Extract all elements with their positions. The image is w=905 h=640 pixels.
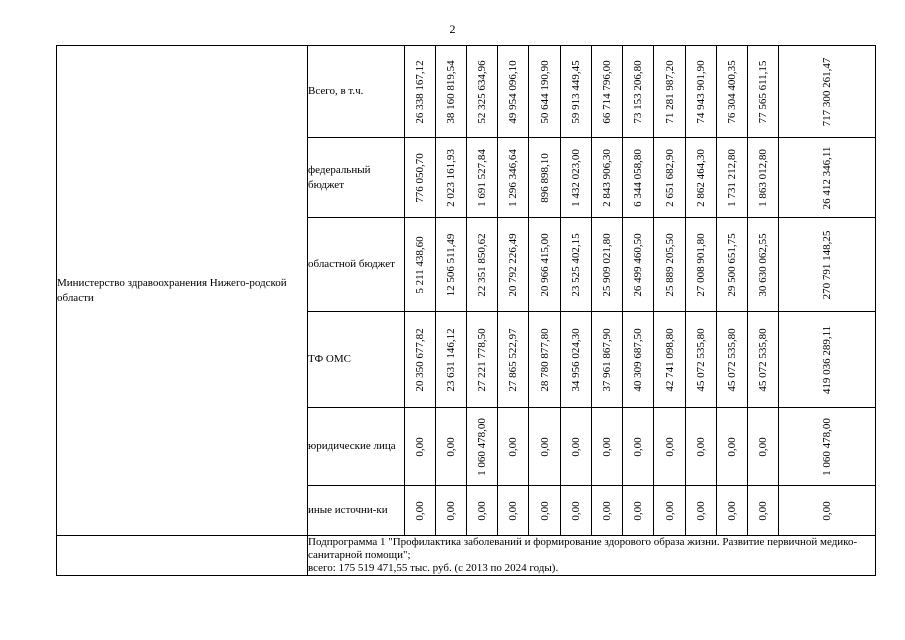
year-value-cell	[623, 408, 654, 486]
cell-value: 20 966 415,00	[538, 232, 551, 297]
year-value-cell	[405, 312, 436, 408]
cell-value: 2 843 906,30	[601, 148, 613, 207]
cell-value: 50 644 190,90	[538, 59, 551, 124]
cell-value: 45 072 535,80	[726, 327, 738, 392]
year-value-cell	[436, 46, 467, 138]
cell-value: 0,00	[414, 500, 426, 521]
year-value-cell	[561, 486, 592, 536]
cell-value: 45 072 535,80	[695, 327, 707, 392]
year-value-cell	[592, 46, 623, 138]
cell-value: 1 691 527,84	[476, 148, 488, 207]
year-value-cell	[436, 138, 467, 218]
total-cell	[779, 486, 876, 536]
cell-value: 0,00	[538, 500, 551, 521]
cell-value: 73 153 206,80	[632, 59, 644, 124]
year-value-cell	[498, 218, 529, 312]
total-cell	[779, 218, 876, 312]
year-value-cell	[592, 218, 623, 312]
subprogram-total: всего: 175 519 471,55 тыс. руб. (с 2013 по 2024 годы).	[308, 562, 559, 574]
year-value-cell	[467, 218, 498, 312]
year-value-cell	[623, 46, 654, 138]
cell-value: 52 325 634,96	[476, 59, 488, 124]
cell-value: 20 792 226,49	[507, 232, 519, 297]
cell-value: 0,00	[726, 500, 738, 521]
year-value-cell	[717, 312, 748, 408]
cell-value: 0,00	[414, 436, 426, 457]
cell-value: 0,00	[601, 436, 613, 457]
year-value-cell	[592, 312, 623, 408]
cell-value: 26 338 167,12	[414, 59, 426, 124]
year-value-cell	[748, 312, 779, 408]
year-value-cell	[529, 408, 561, 486]
cell-value: 0,00	[726, 436, 738, 457]
total-cell	[779, 408, 876, 486]
year-value-cell	[405, 46, 436, 138]
year-value-cell	[654, 408, 686, 486]
year-value-cell	[592, 138, 623, 218]
year-value-cell	[561, 408, 592, 486]
year-value-cell	[748, 46, 779, 138]
cell-value: 270 791 148,25	[821, 230, 833, 299]
cell-value: 40 309 687,50	[632, 327, 644, 392]
year-value-cell	[654, 218, 686, 312]
year-value-cell	[748, 218, 779, 312]
cell-value: 1 060 478,00	[821, 417, 833, 476]
year-value-cell	[654, 312, 686, 408]
cell-value: 0,00	[476, 500, 488, 521]
year-value-cell	[654, 138, 686, 218]
cell-value: 0,00	[570, 436, 582, 457]
year-value-cell	[623, 138, 654, 218]
year-value-cell	[686, 138, 717, 218]
cell-value: 419 036 289,11	[821, 325, 833, 394]
subprogram-title: Подпрограмма 1 "Профилактика заболеваний и формирование здорового образа жизни. Развитие первичной медико-санитарной помощи";	[308, 536, 858, 561]
footer-empty-cell	[57, 536, 308, 576]
cell-value: 1 731 212,80	[726, 148, 738, 207]
cell-value: 0,00	[663, 436, 676, 457]
year-value-cell	[529, 312, 561, 408]
year-value-cell	[405, 408, 436, 486]
footer-row	[57, 536, 876, 576]
year-value-cell	[436, 486, 467, 536]
year-value-cell	[467, 408, 498, 486]
year-value-cell	[623, 312, 654, 408]
cell-value: 1 863 012,80	[757, 148, 769, 207]
year-value-cell	[561, 312, 592, 408]
cell-value: 0,00	[538, 436, 551, 457]
cell-value: 6 344 058,80	[632, 148, 644, 207]
year-value-cell	[498, 46, 529, 138]
cell-value: 27 865 522,97	[507, 327, 519, 392]
cell-value: 776 050,70	[414, 152, 426, 203]
cell-value: 25 889 205,50	[663, 232, 676, 297]
organization-name: Министерство здравоохранения Нижего-родской области	[57, 46, 308, 536]
year-value-cell	[467, 138, 498, 218]
year-value-cell	[529, 46, 561, 138]
cell-value: 45 072 535,80	[757, 327, 769, 392]
table-row	[57, 46, 876, 138]
year-value-cell	[592, 408, 623, 486]
cell-value: 0,00	[632, 500, 644, 521]
page-number: 2	[449, 22, 456, 36]
cell-value: 0,00	[570, 500, 582, 521]
year-value-cell	[436, 218, 467, 312]
year-value-cell	[498, 408, 529, 486]
funding-source-label: юридические лица	[308, 408, 405, 486]
cell-value: 27 221 778,50	[476, 327, 488, 392]
year-value-cell	[529, 486, 561, 536]
cell-value: 25 909 021,80	[601, 232, 613, 297]
cell-value: 2 862 464,30	[695, 148, 707, 207]
cell-value: 1 060 478,00	[476, 417, 488, 476]
year-value-cell	[529, 138, 561, 218]
cell-value: 12 506 511,49	[445, 233, 457, 296]
year-value-cell	[436, 312, 467, 408]
cell-value: 0,00	[695, 500, 707, 521]
funding-source-label: Всего, в т.ч.	[308, 46, 405, 138]
cell-value: 26 412 346,11	[821, 146, 833, 209]
cell-value: 5 211 438,60	[414, 235, 426, 294]
year-value-cell	[405, 486, 436, 536]
cell-value: 74 943 901,90	[695, 59, 707, 124]
cell-value: 1 432 023,00	[570, 148, 582, 207]
year-value-cell	[498, 486, 529, 536]
year-value-cell	[717, 46, 748, 138]
year-value-cell	[748, 138, 779, 218]
subprogram-footer	[308, 536, 876, 576]
year-value-cell	[686, 312, 717, 408]
cell-value: 0,00	[632, 436, 644, 457]
cell-value: 0,00	[695, 436, 707, 457]
year-value-cell	[686, 486, 717, 536]
cell-value: 0,00	[757, 436, 769, 457]
funding-source-label: областной бюджет	[308, 218, 405, 312]
cell-value: 0,00	[601, 500, 613, 521]
year-value-cell	[561, 46, 592, 138]
year-value-cell	[436, 408, 467, 486]
total-cell	[779, 138, 876, 218]
cell-value: 0,00	[663, 500, 676, 521]
cell-value: 0,00	[507, 436, 519, 457]
year-value-cell	[498, 312, 529, 408]
year-value-cell	[717, 486, 748, 536]
funding-source-label: ТФ ОМС	[308, 312, 405, 408]
year-value-cell	[405, 218, 436, 312]
year-value-cell	[717, 218, 748, 312]
year-value-cell	[561, 218, 592, 312]
total-cell	[779, 312, 876, 408]
cell-value: 42 741 098,80	[663, 327, 676, 392]
year-value-cell	[623, 486, 654, 536]
cell-value: 28 780 877,80	[538, 327, 551, 392]
cell-value: 38 160 819,54	[445, 59, 457, 124]
budget-table	[56, 45, 876, 576]
year-value-cell	[405, 138, 436, 218]
cell-value: 77 565 611,15	[757, 60, 769, 123]
cell-value: 0,00	[445, 436, 457, 457]
funding-source-label: иные источни-ки	[308, 486, 405, 536]
cell-value: 76 304 400,35	[726, 59, 738, 124]
cell-value: 0,00	[757, 500, 769, 521]
total-cell	[779, 46, 876, 138]
year-value-cell	[467, 312, 498, 408]
year-value-cell	[717, 138, 748, 218]
year-value-cell	[467, 486, 498, 536]
year-value-cell	[748, 486, 779, 536]
cell-value: 23 631 146,12	[445, 327, 457, 392]
cell-value: 0,00	[821, 500, 833, 521]
cell-value: 20 350 677,82	[414, 327, 426, 392]
cell-value: 27 008 901,80	[695, 232, 707, 297]
year-value-cell	[717, 408, 748, 486]
cell-value: 59 913 449,45	[570, 59, 582, 124]
cell-value: 0,00	[445, 500, 457, 521]
year-value-cell	[467, 46, 498, 138]
year-value-cell	[592, 486, 623, 536]
year-value-cell	[561, 138, 592, 218]
year-value-cell	[686, 408, 717, 486]
cell-value: 71 281 987,20	[663, 59, 676, 124]
cell-value: 30 630 062,55	[757, 232, 769, 297]
cell-value: 49 954 096,10	[507, 59, 519, 124]
year-value-cell	[529, 218, 561, 312]
cell-value: 66 714 796,00	[601, 59, 613, 124]
cell-value: 34 956 024,30	[570, 327, 582, 392]
year-value-cell	[498, 138, 529, 218]
cell-value: 896 898,10	[538, 152, 551, 203]
cell-value: 26 499 460,50	[632, 232, 644, 297]
cell-value: 2 651 682,90	[663, 148, 676, 207]
cell-value: 37 961 867,90	[601, 327, 613, 392]
year-value-cell	[654, 486, 686, 536]
cell-value: 717 300 261,47	[821, 57, 833, 126]
cell-value: 22 351 850,62	[476, 232, 488, 297]
cell-value: 0,00	[507, 500, 519, 521]
year-value-cell	[686, 46, 717, 138]
year-value-cell	[748, 408, 779, 486]
cell-value: 2 023 161,93	[445, 148, 457, 207]
year-value-cell	[686, 218, 717, 312]
cell-value: 1 296 346,64	[507, 148, 519, 207]
year-value-cell	[654, 46, 686, 138]
cell-value: 23 525 402,15	[570, 232, 582, 297]
year-value-cell	[623, 218, 654, 312]
funding-source-label: федеральный бюджет	[308, 138, 405, 218]
cell-value: 29 500 651,75	[726, 232, 738, 297]
